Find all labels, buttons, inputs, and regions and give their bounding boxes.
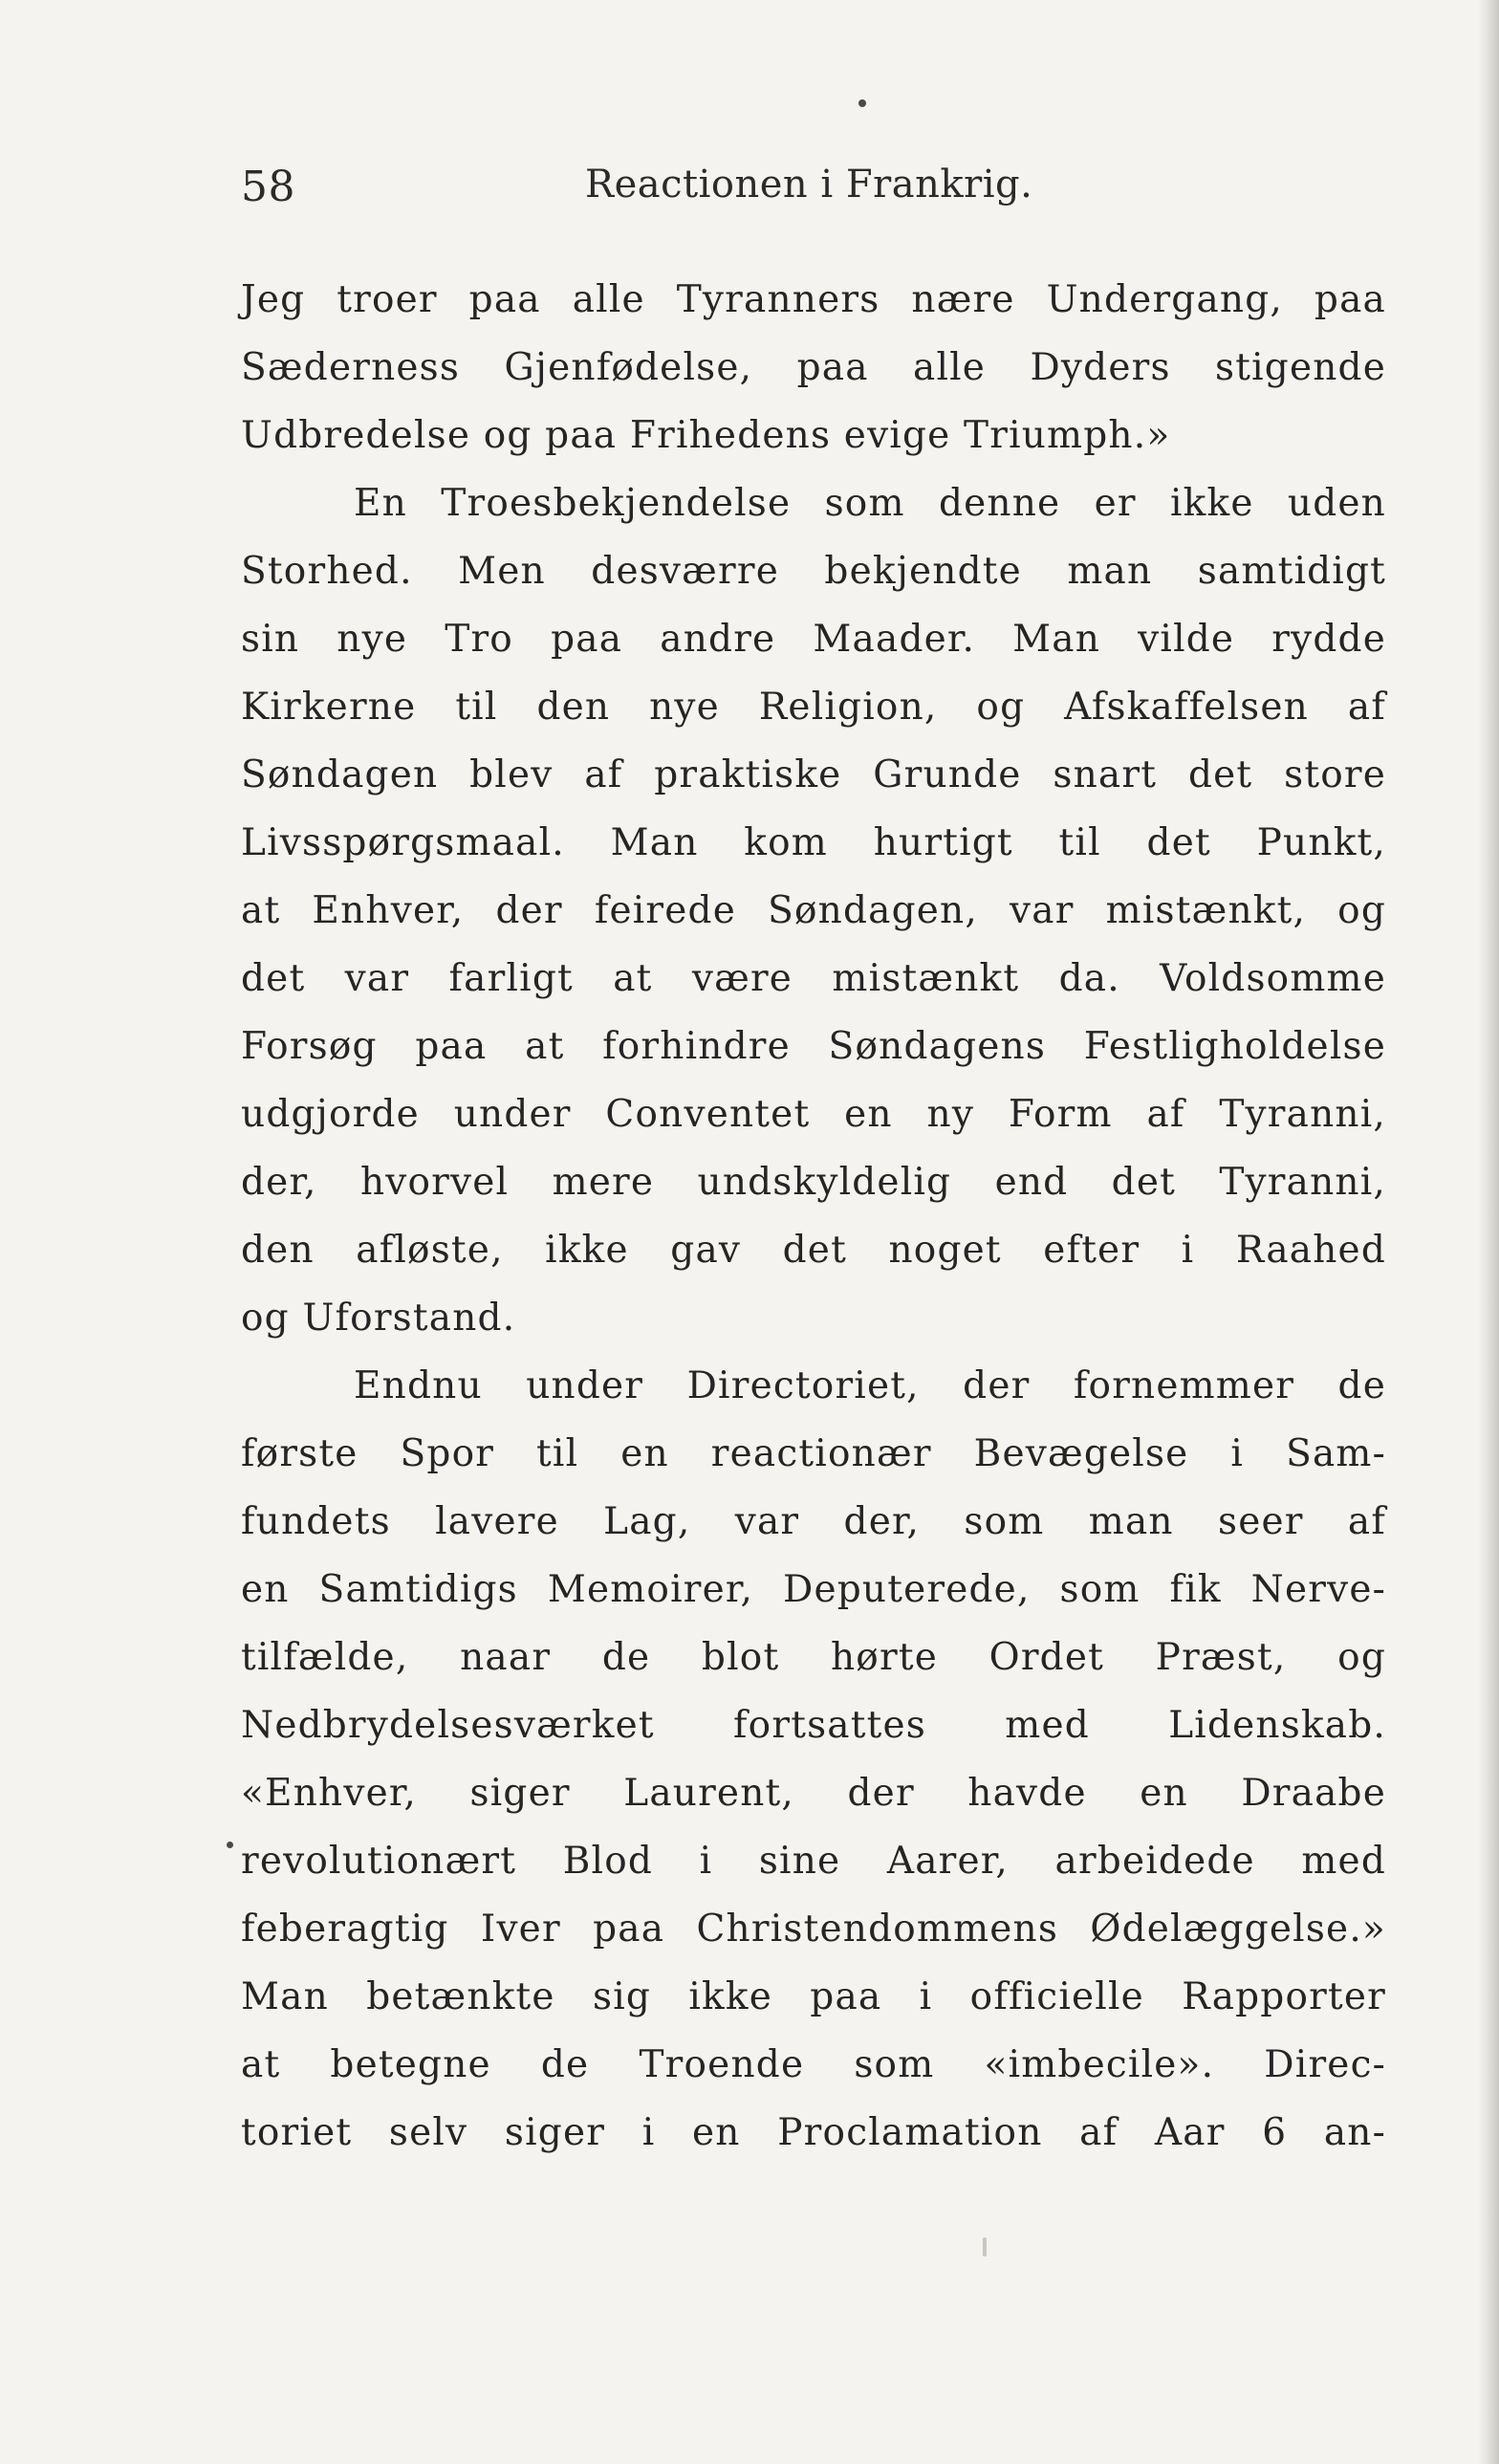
text-line: den afløste, ikke gav det noget efter i Raahed (241, 1229, 1386, 1272)
text-line: der, hvorvel mere undskyldelig end det Tyranni, (241, 1161, 1386, 1204)
text-line: Storhed. Men desværre bekjendte man samtidigt (241, 550, 1386, 593)
text-line: fundets lavere Lag, var der, som man seer af (241, 1500, 1386, 1543)
text-line: Jeg troer paa alle Tyranners nære Undergang, paa (241, 278, 1386, 321)
text-line: at Enhver, der feirede Søndagen, var mistænkt, og (241, 889, 1386, 932)
paragraph-start-line: En Troesbekjendelse som denne er ikke uden (354, 482, 1386, 525)
text-line: Forsøg paa at forhindre Søndagens Festligholdelse (241, 1025, 1386, 1068)
body-text (241, 266, 1386, 2274)
running-title: Reactionen i Frankrig. (585, 163, 1033, 207)
text-line: at betegne de Troende som «imbecile». Direc- (241, 2043, 1386, 2086)
text-line: revolutionært Blod i sine Aarer, arbeidede med (241, 1840, 1386, 1883)
ink-speck (227, 1842, 233, 1848)
text-line: en Samtidigs Memoirer, Deputerede, som fik Nerve- (241, 1568, 1386, 1611)
text-line: toriet selv siger i en Proclamation af Aar 6 an- (241, 2111, 1386, 2154)
text-line: udgjorde under Conventet en ny Form af Tyranni, (241, 1093, 1386, 1136)
text-line: Søndagen blev af praktiske Grunde snart det store (241, 753, 1386, 796)
text-line: Kirkerne til den nye Religion, og Afskaffelsen af (241, 686, 1386, 729)
paragraph-start-line: Endnu under Directoriet, der fornemmer de (354, 1364, 1386, 1407)
text-line: sin nye Tro paa andre Maader. Man vilde rydde (241, 618, 1386, 661)
page-number: 58 (241, 163, 295, 211)
text-line: første Spor til en reactionær Bevægelse i Sam- (241, 1432, 1386, 1475)
ink-speck (858, 99, 866, 107)
text-line: Man betænkte sig ikke paa i officielle Rapporter (241, 1975, 1386, 2018)
text-line: feberagtig Iver paa Christendommens Ødelæggelse.» (241, 1908, 1386, 1951)
text-line: «Enhver, siger Laurent, der havde en Draabe (241, 1772, 1386, 1815)
text-line: Nedbrydelsesværket fortsattes med Lidenskab. (241, 1704, 1386, 1747)
text-line: og Uforstand. (241, 1297, 516, 1340)
ink-speck (983, 2237, 987, 2257)
text-line: Udbredelse og paa Frihedens evige Triumph.» (241, 414, 1171, 457)
text-line: det var farligt at være mistænkt da. Voldsomme (241, 957, 1386, 1000)
text-line: Sæderness Gjenfødelse, paa alle Dyders stigende (241, 346, 1386, 389)
text-line: tilfælde, naar de blot hørte Ordet Præst, og (241, 1636, 1386, 1679)
page-header (241, 153, 1379, 210)
text-line: Livsspørgsmaal. Man kom hurtigt til det Punkt, (241, 821, 1386, 864)
page-edge-shadow (1478, 0, 1499, 2464)
